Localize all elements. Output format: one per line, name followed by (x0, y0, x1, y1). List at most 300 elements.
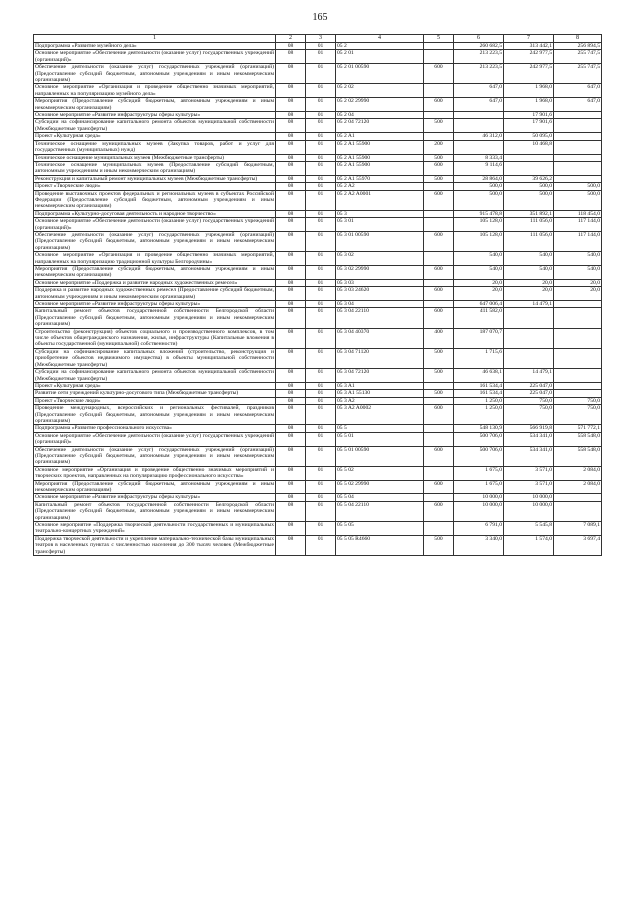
col-target-code: 05 2 (336, 43, 424, 50)
col-expense-type (424, 425, 454, 432)
table-row (34, 446, 602, 466)
col-amount-2: 313 442,1 (504, 43, 554, 50)
table-row (34, 369, 602, 383)
col-subsection: 01 (306, 218, 336, 232)
table-row (34, 154, 602, 161)
col-amount-2 (504, 308, 554, 328)
col-amount-2: 534 341,0 (504, 432, 554, 446)
col-expense-type: 600 (424, 161, 454, 175)
col-target-code: 05 3 01 00590 (336, 231, 424, 251)
col-name: Проведение международных, всероссийских и региональных фестивалей, праздников (Предоставление субсидий бюджетным, автономным учреждениям и иным некоммерческим организациям) (35, 405, 274, 424)
col-name: Субсидии на софинансирование капитального ремонта объектов муниципальной собственности (Межбюджетные трансферты) (35, 369, 274, 382)
col-amount-1: 3 340,0 (454, 535, 504, 555)
col-amount-3: 647,0 (554, 84, 602, 98)
col-amount-1: 500 706,0 (454, 432, 504, 446)
col-subsection: 01 (306, 279, 336, 286)
col-subsection: 01 (306, 154, 336, 161)
col-amount-2 (504, 161, 554, 175)
col-amount-1: 260 682,5 (454, 43, 504, 50)
col-subsection: 01 (306, 210, 336, 217)
col-expense-type (424, 112, 454, 119)
col-subsection: 01 (306, 369, 336, 383)
col-amount-2: 225 047,0 (504, 390, 554, 397)
col-name: Обеспечение деятельности (оказание услуг) государственных учреждений (организаций) (Предоставление субсидий бюджетным, автономным учреждениям и иным некоммерческим организациям) (35, 231, 274, 251)
col-amount-1: 20,0 (454, 287, 504, 301)
col-section: 08 (276, 308, 306, 328)
col-section: 08 (276, 112, 306, 119)
col-name: Строительство (реконструкция) объектов социального и производственного комплексов, в том числе объектов общегражданского назначения, жилья, инфраструктуры (Капитальные вложения в объекты государственной (муниципальной) собственности) (35, 328, 274, 348)
col-amount-3: 117 144,0 (554, 231, 602, 251)
table-body (34, 43, 602, 556)
col-target-code: 05 2 A1 55900 (336, 161, 424, 175)
col-section: 08 (276, 133, 306, 140)
col-target-code: 05 2 02 (336, 84, 424, 98)
col-target-code: 05 3 04 22110 (336, 308, 424, 328)
col-section: 08 (276, 43, 306, 50)
col-amount-3 (554, 328, 602, 348)
col-subsection: 01 (306, 231, 336, 251)
col-name: Техническое оснащение муниципальных музеев (Предоставление субсидий бюджетным, автономным учреждениям и иным некоммерческим организациям) (35, 161, 274, 175)
header-col-name: 1 (34, 35, 276, 43)
table-row (34, 175, 602, 182)
table-row (34, 432, 602, 446)
col-name: Мероприятия (Предоставление субсидий бюджетным, автономным учреждениям и иным некоммерческим организациям) (35, 98, 274, 111)
col-amount-2: 242 977,5 (504, 50, 554, 64)
table-row (34, 43, 602, 50)
col-section: 08 (276, 266, 306, 280)
col-subsection: 01 (306, 140, 336, 154)
col-subsection: 01 (306, 252, 336, 266)
col-section: 08 (276, 98, 306, 112)
col-amount-1: 20,0 (454, 279, 504, 286)
col-target-code: 05 5 01 00590 (336, 446, 424, 466)
col-expense-type: 600 (424, 501, 454, 521)
col-subsection: 01 (306, 119, 336, 133)
table-row (34, 480, 602, 494)
col-subsection: 01 (306, 501, 336, 521)
col-target-code: 05 2 A1 (336, 133, 424, 140)
col-subsection: 01 (306, 50, 336, 64)
table-row (34, 266, 602, 280)
col-section: 08 (276, 252, 306, 266)
col-amount-1: 1 675,0 (454, 466, 504, 480)
table-row (34, 348, 602, 368)
col-expense-type (424, 43, 454, 50)
col-target-code: 05 3 03 (336, 279, 424, 286)
col-name: Подпрограмма «Развитие профессионального искусства» (34, 425, 276, 432)
col-amount-2: 20,0 (504, 279, 554, 286)
col-section: 08 (276, 161, 306, 175)
col-subsection: 01 (306, 397, 336, 404)
col-amount-1: 1 250,0 (454, 397, 504, 404)
col-amount-1 (454, 140, 504, 154)
col-amount-3 (554, 119, 602, 133)
col-expense-type: 500 (424, 535, 454, 555)
col-expense-type: 600 (424, 266, 454, 280)
col-amount-2: 500,0 (504, 183, 554, 190)
col-amount-3 (554, 133, 602, 140)
col-amount-2: 566 919,8 (504, 425, 554, 432)
col-name: Субсидии на софинансирование капитальных вложений (строительство, реконструкция и приобретение объектов недвижимого имущества) в объекты муниципальной собственности (Межбюджетные трансферты) (35, 348, 274, 368)
col-expense-type (424, 133, 454, 140)
col-expense-type (424, 432, 454, 446)
col-amount-1: 6 791,0 (454, 522, 504, 536)
col-name: Проект «Творческие люди» (34, 397, 276, 404)
col-amount-2: 10 000,0 (504, 501, 554, 521)
col-amount-3 (554, 112, 602, 119)
table-row (34, 308, 602, 328)
table-header-row (34, 35, 602, 43)
col-target-code: 05 5 05 (336, 522, 424, 536)
col-amount-3: 256 894,5 (554, 43, 602, 50)
col-name: Мероприятия (Предоставление субсидий бюджетным, автономным учреждениям и иным некоммерческим организациям) (35, 266, 274, 279)
col-subsection: 01 (306, 390, 336, 397)
table-row (34, 218, 602, 232)
col-subsection: 01 (306, 522, 336, 536)
table-row (34, 98, 602, 112)
col-subsection: 01 (306, 446, 336, 466)
table-row (34, 328, 602, 348)
col-subsection: 01 (306, 175, 336, 182)
col-subsection: 01 (306, 405, 336, 425)
col-amount-1: 8 333,4 (454, 154, 504, 161)
col-amount-1: 548 130,9 (454, 425, 504, 432)
col-section: 08 (276, 501, 306, 521)
col-section: 08 (276, 397, 306, 404)
col-amount-1: 1 715,6 (454, 348, 504, 368)
col-subsection: 01 (306, 98, 336, 112)
col-amount-1: 187 070,7 (454, 328, 504, 348)
col-expense-type (424, 84, 454, 98)
col-amount-2: 750,0 (504, 397, 554, 404)
col-section: 08 (276, 382, 306, 389)
col-name: Обеспечение деятельности (оказание услуг) государственных учреждений (организаций) (Предоставление субсидий бюджетным, автономным учреждениям и иным некоммерческим организациям) (35, 446, 274, 466)
col-name: Основное мероприятие «Организация и проведение общественно значимых мероприятий, направленных на популяризацию традиционной культуры Белгородчины» (35, 252, 274, 265)
col-subsection: 01 (306, 466, 336, 480)
col-target-code: 05 3 04 40370 (336, 328, 424, 348)
col-amount-1 (454, 112, 504, 119)
col-amount-2: 540,0 (504, 252, 554, 266)
col-subsection: 01 (306, 348, 336, 368)
col-target-code: 05 3 A1 55130 (336, 390, 424, 397)
col-expense-type: 500 (424, 390, 454, 397)
header-col-subsection: 3 (306, 35, 336, 43)
col-section: 08 (276, 231, 306, 251)
col-subsection: 01 (306, 43, 336, 50)
col-amount-2: 50 095,0 (504, 133, 554, 140)
col-name: Проект «Творческие люди» (34, 183, 276, 190)
col-amount-2: 111 056,0 (504, 218, 554, 232)
col-expense-type (424, 50, 454, 64)
table-row (34, 425, 602, 432)
col-subsection: 01 (306, 133, 336, 140)
col-name: Капитальный ремонт объектов государственной собственности Белгородской области (Предоставление субсидий бюджетным, автономным учреждениям и иным некоммерческим организациям) (35, 501, 274, 521)
col-amount-2 (504, 154, 554, 161)
col-subsection: 01 (306, 308, 336, 328)
header-col-amount-3: 8 (554, 35, 602, 43)
col-amount-3: 20,0 (554, 287, 602, 301)
col-target-code: 05 2 01 (336, 50, 424, 64)
col-name: Подпрограмма «Развитие музейного дела» (34, 43, 276, 50)
col-section: 08 (276, 432, 306, 446)
col-subsection: 01 (306, 480, 336, 494)
table-row (34, 405, 602, 425)
col-target-code: 05 3 03 24620 (336, 287, 424, 301)
col-section: 08 (276, 405, 306, 425)
col-amount-3: 117 144,0 (554, 218, 602, 232)
col-expense-type (424, 252, 454, 266)
header-col-section: 2 (276, 35, 306, 43)
col-name: Основное мероприятие «Организация и проведение общественно значимых мероприятий и творческих проектов, направленных на популяризацию профессионального искусства» (35, 466, 274, 480)
col-amount-3: 2 084,0 (554, 466, 602, 480)
col-target-code: 05 2 A2 A0001 (336, 190, 424, 210)
col-expense-type: 200 (424, 140, 454, 154)
table-row (34, 140, 602, 154)
col-amount-1: 105 128,0 (454, 218, 504, 232)
col-section: 08 (276, 535, 306, 555)
col-target-code: 05 2 A1 55900 (336, 154, 424, 161)
col-amount-1: 647,0 (454, 84, 504, 98)
table-row (34, 397, 602, 404)
col-amount-3 (554, 382, 602, 389)
col-section: 08 (276, 425, 306, 432)
col-amount-1: 647,0 (454, 98, 504, 112)
col-amount-1: 9 114,6 (454, 161, 504, 175)
col-subsection: 01 (306, 328, 336, 348)
col-amount-1: 213 223,5 (454, 64, 504, 84)
col-amount-2: 17 901,6 (504, 112, 554, 119)
col-target-code: 05 3 04 72120 (336, 369, 424, 383)
table-row (34, 183, 602, 190)
col-amount-1: 105 128,0 (454, 231, 504, 251)
col-target-code: 05 5 (336, 425, 424, 432)
col-expense-type: 600 (424, 287, 454, 301)
col-name: Мероприятия (Предоставление субсидий бюджетным, автономным учреждениям и иным некоммерческим организациям) (35, 480, 274, 493)
col-expense-type: 600 (424, 446, 454, 466)
col-name: Техническое оснащение муниципальных музеев (Закупка товаров, работ и услуг для государственных (муниципальных) нужд) (35, 140, 274, 154)
col-target-code: 05 5 01 (336, 432, 424, 446)
col-target-code: 05 5 05 R4660 (336, 535, 424, 555)
col-target-code: 05 3 A2 A0002 (336, 405, 424, 425)
table-row (34, 301, 602, 308)
col-amount-1: 161 534,4 (454, 382, 504, 389)
col-amount-3: 750,0 (554, 405, 602, 425)
col-amount-2 (504, 328, 554, 348)
col-amount-2: 3 571,0 (504, 480, 554, 494)
col-name: Обеспечение деятельности (оказание услуг) государственных учреждений (организаций) (Предоставление субсидий бюджетным, автономным учреждениям и иным некоммерческим организациям) (35, 64, 274, 84)
col-expense-type: 600 (424, 190, 454, 210)
col-amount-3 (554, 494, 602, 501)
col-amount-2: 750,0 (504, 405, 554, 425)
col-subsection: 01 (306, 84, 336, 98)
col-expense-type: 600 (424, 98, 454, 112)
table-row (34, 133, 602, 140)
table-row (34, 64, 602, 84)
col-expense-type: 600 (424, 64, 454, 84)
col-amount-3: 3 697,4 (554, 535, 602, 555)
col-amount-3 (554, 348, 602, 368)
col-subsection: 01 (306, 494, 336, 501)
col-expense-type (424, 218, 454, 232)
col-target-code: 05 3 A2 (336, 397, 424, 404)
col-expense-type (424, 301, 454, 308)
col-subsection: 01 (306, 425, 336, 432)
col-amount-1: 411 582,0 (454, 308, 504, 328)
col-name: Подпрограмма «Культурно-досуговая деятельность и народное творчество» (34, 210, 276, 217)
col-amount-2: 3 571,0 (504, 466, 554, 480)
table-row (34, 112, 602, 119)
col-name: Основное мероприятие «Поддержка и развитие народных художественных ремесел» (34, 279, 276, 286)
col-amount-3: 558 548,0 (554, 446, 602, 466)
col-name: Поддержка и развитие народных художественных ремесел (Предоставление субсидий бюджетным, автономным учреждениям и иным некоммерческим организациям) (35, 287, 274, 300)
col-subsection: 01 (306, 535, 336, 555)
col-target-code: 05 5 04 22110 (336, 501, 424, 521)
table-row (34, 501, 602, 521)
col-expense-type: 500 (424, 348, 454, 368)
col-expense-type (424, 382, 454, 389)
col-section: 08 (276, 140, 306, 154)
col-section: 08 (276, 328, 306, 348)
col-name: Капитальный ремонт объектов государственной собственности Белгородской области (Предоставление субсидий бюджетным, автономным учреждениям и иным некоммерческим организациям) (35, 308, 274, 328)
col-amount-3: 571 772,1 (554, 425, 602, 432)
col-amount-3: 20,0 (554, 279, 602, 286)
header-col-target-code: 4 (336, 35, 424, 43)
col-amount-3 (554, 501, 602, 521)
col-amount-3: 540,0 (554, 252, 602, 266)
col-name: Основное мероприятие «Обеспечение деятельности (оказание услуг) государственных учреждений (организаций)» (35, 218, 274, 231)
col-target-code: 05 3 (336, 210, 424, 217)
col-subsection: 01 (306, 287, 336, 301)
col-amount-3 (554, 390, 602, 397)
col-section: 08 (276, 84, 306, 98)
col-amount-3: 540,0 (554, 266, 602, 280)
col-section: 08 (276, 64, 306, 84)
col-amount-2: 5 545,8 (504, 522, 554, 536)
table-row (34, 494, 602, 501)
col-name: Основное мероприятие «Обеспечение деятельности (оказание услуг) государственных учреждений (организаций)» (35, 50, 274, 63)
col-amount-1: 540,0 (454, 252, 504, 266)
col-section: 08 (276, 175, 306, 182)
header-col-amount-1: 6 (454, 35, 504, 43)
col-amount-3: 647,0 (554, 98, 602, 112)
col-target-code: 05 5 02 29990 (336, 480, 424, 494)
col-section: 08 (276, 190, 306, 210)
col-amount-1: 46 638,1 (454, 369, 504, 383)
col-section: 08 (276, 154, 306, 161)
col-amount-1: 500,0 (454, 183, 504, 190)
col-section: 08 (276, 480, 306, 494)
col-expense-type: 400 (424, 328, 454, 348)
col-section: 08 (276, 446, 306, 466)
table-row (34, 382, 602, 389)
col-section: 08 (276, 348, 306, 368)
col-amount-1: 500 706,0 (454, 446, 504, 466)
col-amount-2: 14 479,1 (504, 369, 554, 383)
col-expense-type (424, 279, 454, 286)
col-name: Субсидии на софинансирование капитального ремонта объектов муниципальной собственности (Межбюджетные трансферты) (35, 119, 274, 132)
col-amount-2: 10 468,8 (504, 140, 554, 154)
col-amount-1: 28 864,0 (454, 175, 504, 182)
col-name: Основное мероприятие «Поддержка творческой деятельности государственных и муниципальных театрально-концертных учреждений» (35, 522, 274, 535)
col-expense-type (424, 397, 454, 404)
col-expense-type: 500 (424, 369, 454, 383)
col-expense-type: 500 (424, 119, 454, 133)
col-target-code: 05 2 A2 (336, 183, 424, 190)
col-amount-3: 118 454,0 (554, 210, 602, 217)
col-name: Основное мероприятие «Развитие инфраструктуры сферы культуры» (34, 301, 276, 308)
col-expense-type: 500 (424, 154, 454, 161)
col-amount-2: 1 968,0 (504, 84, 554, 98)
col-amount-1: 500,0 (454, 190, 504, 210)
col-target-code: 05 3 04 (336, 301, 424, 308)
col-expense-type (424, 183, 454, 190)
col-section: 08 (276, 494, 306, 501)
col-target-code: 05 2 04 72120 (336, 119, 424, 133)
col-subsection: 01 (306, 432, 336, 446)
col-expense-type (424, 210, 454, 217)
col-amount-2 (504, 348, 554, 368)
col-expense-type: 600 (424, 405, 454, 425)
col-section: 08 (276, 218, 306, 232)
col-name: Основное мероприятие «Обеспечение деятельности (оказание услуг) государственных учреждений (организаций)» (35, 432, 274, 446)
col-section: 08 (276, 466, 306, 480)
col-amount-2: 20,0 (504, 287, 554, 301)
table-row (34, 84, 602, 98)
col-target-code: 05 2 04 (336, 112, 424, 119)
col-target-code: 05 3 04 71120 (336, 348, 424, 368)
col-amount-1: 540,0 (454, 266, 504, 280)
table-row (34, 210, 602, 217)
col-amount-3: 558 548,0 (554, 432, 602, 446)
col-name: Проект «Культурная среда» (34, 382, 276, 389)
col-amount-3 (554, 369, 602, 383)
col-section: 08 (276, 183, 306, 190)
col-section: 08 (276, 119, 306, 133)
col-amount-3 (554, 301, 602, 308)
col-section: 08 (276, 50, 306, 64)
col-amount-3 (554, 140, 602, 154)
col-subsection: 01 (306, 183, 336, 190)
col-name: Основное мероприятие «Развитие инфраструктуры сферы культуры» (34, 494, 276, 501)
table-row (34, 287, 602, 301)
col-amount-1: 161 534,4 (454, 390, 504, 397)
col-amount-3: 7 089,1 (554, 522, 602, 536)
col-amount-3 (554, 154, 602, 161)
col-subsection: 01 (306, 161, 336, 175)
col-amount-2: 351 892,1 (504, 210, 554, 217)
col-name: Основное мероприятие «Организация и проведение общественно значимых мероприятий, направленных на популяризацию музейного дела» (35, 84, 274, 97)
col-amount-2: 225 047,0 (504, 382, 554, 389)
col-name: Техническое оснащение муниципальных музеев (Межбюджетные трансферты) (34, 154, 276, 161)
col-amount-3: 2 084,0 (554, 480, 602, 494)
col-expense-type: 600 (424, 308, 454, 328)
col-target-code: 05 2 01 00590 (336, 64, 424, 84)
col-name: Проведение выставочных проектов федеральных и региональных музеев в субъектах Российской Федерации (Предоставление субсидий бюджетным, автономным учреждениям и иным некоммерческим организациям) (35, 190, 274, 210)
table-row (34, 252, 602, 266)
col-amount-2: 500,0 (504, 190, 554, 210)
col-expense-type (424, 522, 454, 536)
col-section: 08 (276, 390, 306, 397)
col-amount-1: 647 006,4 (454, 301, 504, 308)
col-section: 08 (276, 279, 306, 286)
col-amount-2: 534 341,0 (504, 446, 554, 466)
col-section: 08 (276, 369, 306, 383)
col-amount-2: 39 626,2 (504, 175, 554, 182)
col-target-code: 05 2 02 29990 (336, 98, 424, 112)
col-name: Развитие сети учреждений культурно-досугового типа (Межбюджетные трансферты) (34, 390, 276, 397)
col-subsection: 01 (306, 266, 336, 280)
col-amount-3 (554, 308, 602, 328)
